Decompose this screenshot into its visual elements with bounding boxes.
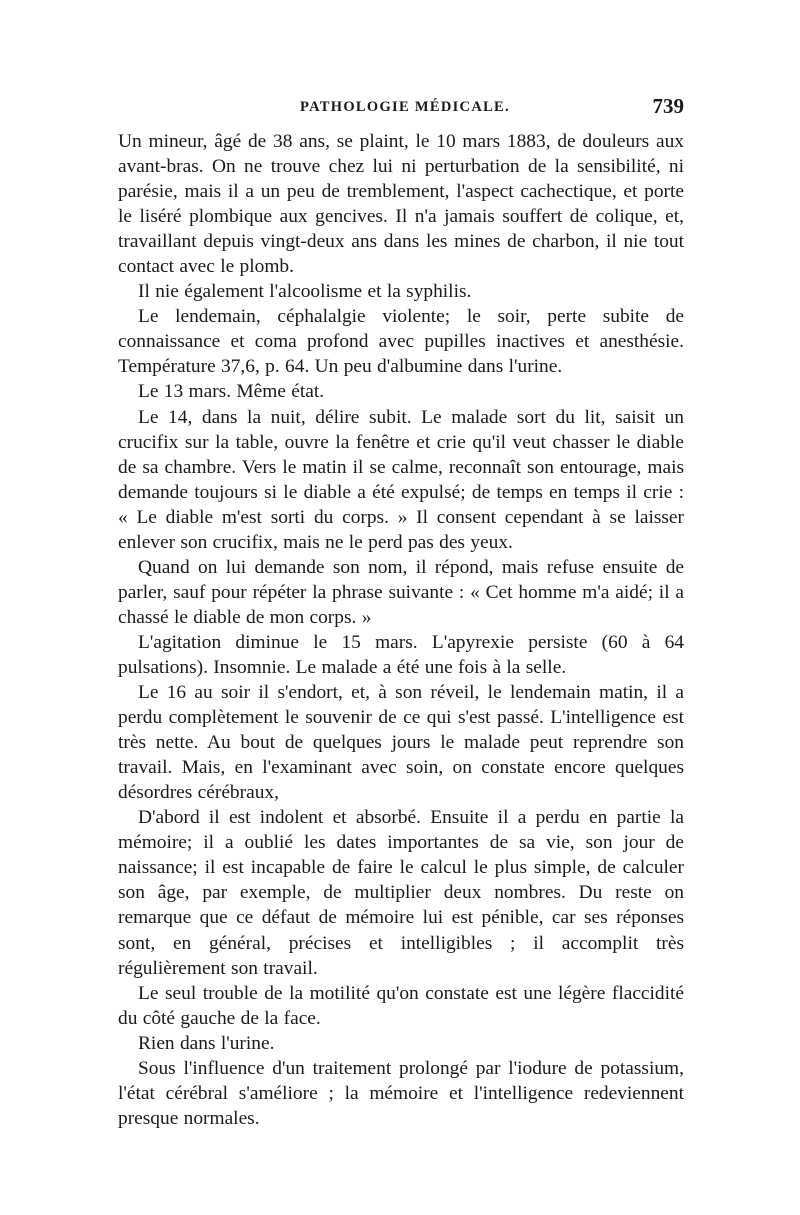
paragraph: Quand on lui demande son nom, il répond, mais refuse ensuite de parler, sauf pour répéter la phrase suivante : « Cet homme m'a aidé; il a chassé le diable de mon corps. » (118, 556, 684, 628)
paragraph: Le 13 mars. Même état. (138, 381, 325, 403)
paragraph: Il nie également l'alcoolisme et la syphilis. (138, 281, 472, 303)
paragraph: Le 16 au soir il s'endort, et, à son réveil, le lendemain matin, il a perdu complètement le souvenir de ce qui s'est passé. L'intelligence est très nette. Au bout de quelques jours le malade peut reprendre son travail. Mais, en l'examinant avec soin, on constate encore quelques désordres cérébraux, (118, 682, 684, 804)
body-text (118, 129, 684, 1131)
page-number: 739 (652, 94, 684, 118)
paragraph: Le 14, dans la nuit, délire subit. Le malade sort du lit, saisit un crucifix sur la table, ouvre la fenêtre et crie qu'il veut chasser le diable de sa chambre. Vers le matin il se calme, reconnaît son entourage, mais demande toujours si le diable a été expulsé; de temps en temps il crie : « Le diable m'est sorti du corps. » Il consent cependant à se laisser enlever son crucifix, mais ne le perd pas des yeux. (118, 406, 684, 553)
paragraph: Le seul trouble de la motilité qu'on constate est une légère flaccidité du côté gauche de la face. (118, 982, 684, 1029)
paragraph: Le lendemain, céphalalgie violente; le soir, perte subite de connaissance et coma profond avec pupilles inactives et anesthésie. Température 37,6, p. 64. Un peu d'albumine dans l'urine. (118, 306, 684, 378)
page-header (118, 95, 684, 129)
paragraph: Rien dans l'urine. (138, 1032, 275, 1054)
paragraph: D'abord il est indolent et absorbé. Ensuite il a perdu en partie la mémoire; il a oublié les dates importantes de sa vie, son jour de naissance; il est incapable de faire le calcul le plus simple, de calculer son âge, par exemple, de multiplier deux nombres. Du reste on remarque que ce défaut de mémoire lui est pénible, car ses réponses sont, en général, précises et intelligibles ; il accomplit très régulièrement son travail. (118, 807, 684, 979)
running-title: PATHOLOGIE MÉDICALE. (300, 99, 510, 115)
book-page (118, 95, 684, 1131)
paragraph: Sous l'influence d'un traitement prolongé par l'iodure de potassium, l'état cérébral s'améliore ; la mémoire et l'intelligence redeviennent presque normales. (118, 1057, 684, 1129)
paragraph: Un mineur, âgé de 38 ans, se plaint, le 10 mars 1883, de douleurs aux avant-bras. On ne trouve chez lui ni perturbation de la sensibilité, ni parésie, mais il a un peu de tremblement, l'aspect cachectique, et porte le liséré plombique aux gencives. Il n'a jamais souffert de colique, et, travaillant depuis vingt-deux ans dans les mines de charbon, il nie tout contact avec le plomb. (118, 131, 684, 278)
paragraph: L'agitation diminue le 15 mars. L'apyrexie persiste (60 à 64 pulsations). Insomnie. Le malade a été une fois à la selle. (118, 631, 684, 678)
